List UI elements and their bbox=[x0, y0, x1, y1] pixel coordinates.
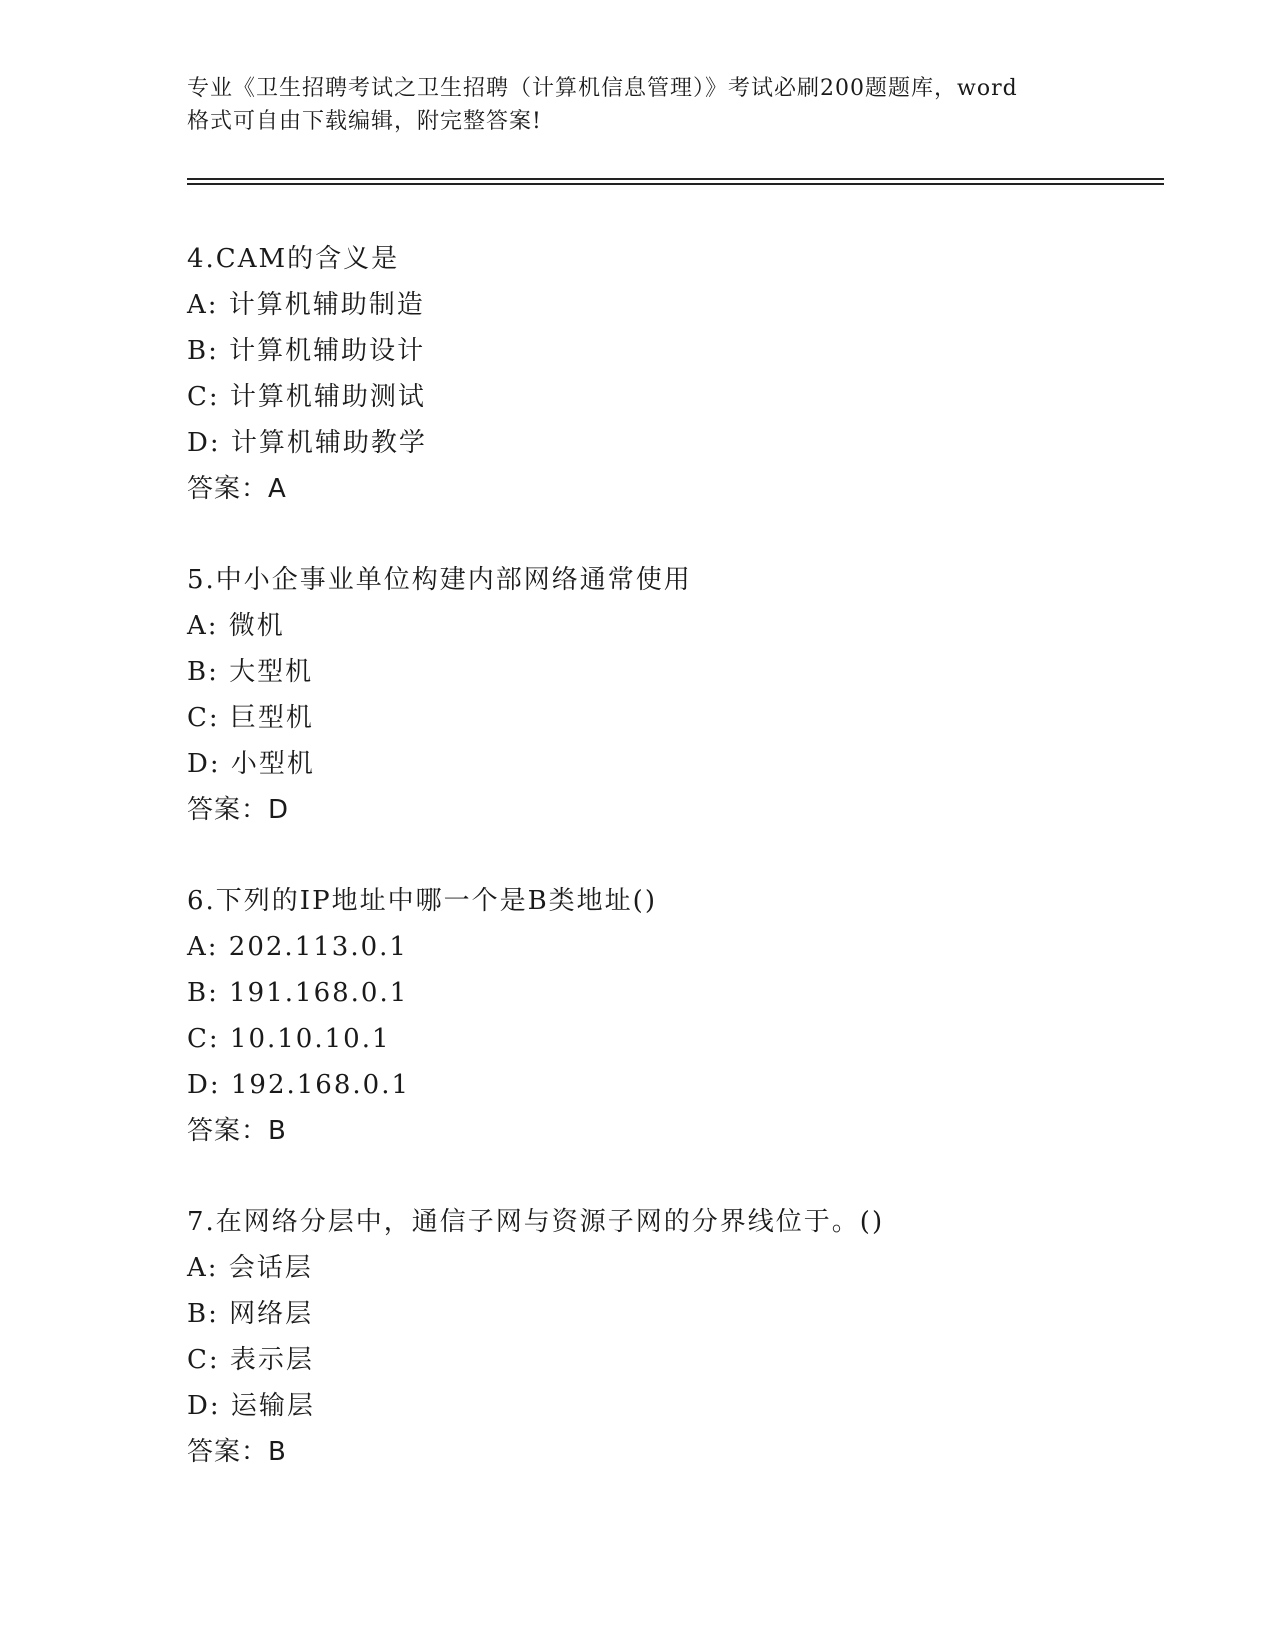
header-line-2: 格式可自由下载编辑，附完整答案! bbox=[187, 109, 542, 134]
option-d: D: 运输层 bbox=[187, 1391, 315, 1421]
question-stem: 4.CAM的含义是 bbox=[187, 244, 400, 274]
option-c: C: 计算机辅助测试 bbox=[187, 382, 426, 412]
option-b: B: 计算机辅助设计 bbox=[187, 336, 426, 366]
option-d: D: 计算机辅助教学 bbox=[187, 428, 427, 458]
option-c: C: 巨型机 bbox=[187, 703, 314, 733]
option-c: C: 表示层 bbox=[187, 1345, 314, 1375]
question-block bbox=[187, 236, 1167, 512]
answer-line: 答案：B bbox=[187, 1116, 287, 1146]
option-d: D: 小型机 bbox=[187, 749, 315, 779]
document-header bbox=[187, 72, 1087, 138]
question-block bbox=[187, 1199, 1167, 1475]
answer-line: 答案：B bbox=[187, 1437, 287, 1467]
option-b: B: 191.168.0.1 bbox=[187, 978, 409, 1008]
option-b: B: 网络层 bbox=[187, 1299, 314, 1329]
option-a: A: 计算机辅助制造 bbox=[187, 290, 425, 320]
option-a: A: 202.113.0.1 bbox=[187, 932, 408, 962]
question-stem: 7.在网络分层中，通信子网与资源子网的分界线位于。() bbox=[187, 1207, 885, 1237]
header-divider-top bbox=[187, 178, 1164, 180]
option-b: B: 大型机 bbox=[187, 657, 314, 687]
option-a: A: 微机 bbox=[187, 611, 285, 641]
header-divider-bottom bbox=[187, 183, 1164, 185]
answer-line: 答案：A bbox=[187, 474, 287, 504]
question-stem: 6.下列的IP地址中哪一个是B类地址() bbox=[187, 886, 657, 916]
answer-line: 答案：D bbox=[187, 795, 290, 825]
header-line-1: 专业《卫生招聘考试之卫生招聘（计算机信息管理）》考试必刷200题题库，word bbox=[187, 76, 1018, 101]
question-stem: 5.中小企事业单位构建内部网络通常使用 bbox=[187, 565, 692, 595]
option-d: D: 192.168.0.1 bbox=[187, 1070, 410, 1100]
option-c: C: 10.10.10.1 bbox=[187, 1024, 391, 1054]
option-a: A: 会话层 bbox=[187, 1253, 313, 1283]
question-block bbox=[187, 557, 1167, 833]
question-block bbox=[187, 878, 1167, 1154]
